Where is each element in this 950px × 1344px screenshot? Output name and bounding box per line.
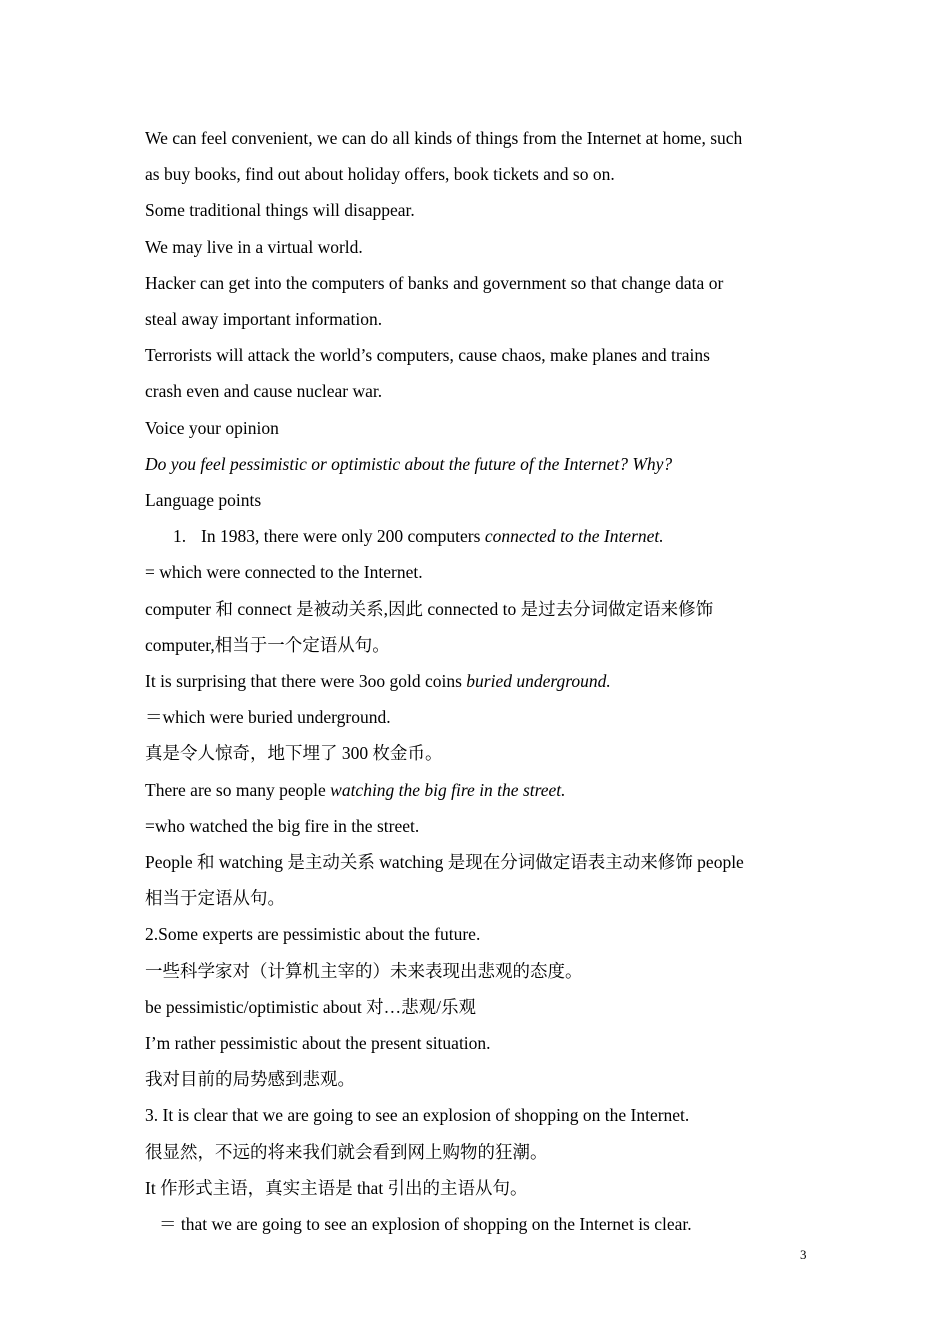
example-line [145,772,815,808]
text-line: It 作形式主语，真实主语是 that 引出的主语从句。 [145,1177,528,1198]
text-line: =who watched the big fire in the street. [145,815,420,836]
text-line: 相当于定语从句。 [145,888,285,909]
text-line: computer 和 connect 是被动关系,因此 connected to 是过去分词做定语来修饰 [145,598,714,619]
text-line: crash even and cause nuclear war. [145,381,383,402]
text-line: as buy books, find out about holiday offers, book tickets and so on. [145,164,615,185]
section-heading: Language points [145,490,262,511]
example-line [145,663,815,699]
question-line [145,446,815,482]
text-line: Some traditional things will disappear. [145,200,415,221]
numbered-item [145,518,815,554]
example-text: It is surprising that there were 3oo gold coins [145,671,467,692]
item-text: In 1983, there were only 200 computers [201,526,485,547]
text-line: 我对目前的局势感到悲观。 [145,1069,355,1090]
italic-phrase: watching the big fire in the street. [330,779,566,800]
text-line: People 和 watching 是主动关系 watching 是现在分词做定语表主动来修饰 people [145,852,744,873]
text-line: Terrorists will attack the world’s computers, cause chaos, make planes and trains [145,345,710,366]
text-line: computer,相当于一个定语从句。 [145,634,390,655]
italic-question: Do you feel pessimistic or optimistic about the future of the Internet? Why? [145,453,673,474]
list-number: 1. [173,526,187,547]
section-heading: Voice your opinion [145,417,279,438]
text-line: steal away important information. [145,309,383,330]
text-line: 很显然，不远的将来我们就会看到网上购物的狂潮。 [145,1141,548,1162]
text-line: We may live in a virtual world. [145,236,363,257]
page-number: 3 [800,1247,807,1262]
italic-phrase: buried underground. [466,671,611,692]
text-line: 2.Some experts are pessimistic about the future. [145,924,481,945]
text-line: = which were connected to the Internet. [145,562,423,583]
text-line: ＝which were buried underground. [145,707,391,728]
example-text: There are so many people [145,779,331,800]
text-line: 真是令人惊奇，地下埋了 300 枚金币。 [145,743,443,764]
text-line: I’m rather pessimistic about the present situation. [145,1033,491,1054]
document-body [145,120,815,1242]
text-line: We can feel convenient, we can do all kinds of things from the Internet at home, such [145,128,743,148]
text-line: 一些科学家对（计算机主宰的）未来表现出悲观的态度。 [145,960,583,981]
text-line: be pessimistic/optimistic about 对…悲观/乐观 [145,996,477,1017]
italic-phrase: connected to the Internet. [484,526,664,547]
text-line: ＝ that we are going to see an explosion of shopping on the Internet is clear. [159,1214,692,1235]
text-line: Hacker can get into the computers of banks and government so that change data or [145,272,724,293]
text-line: 3. It is clear that we are going to see an explosion of shopping on the Internet. [145,1105,690,1126]
